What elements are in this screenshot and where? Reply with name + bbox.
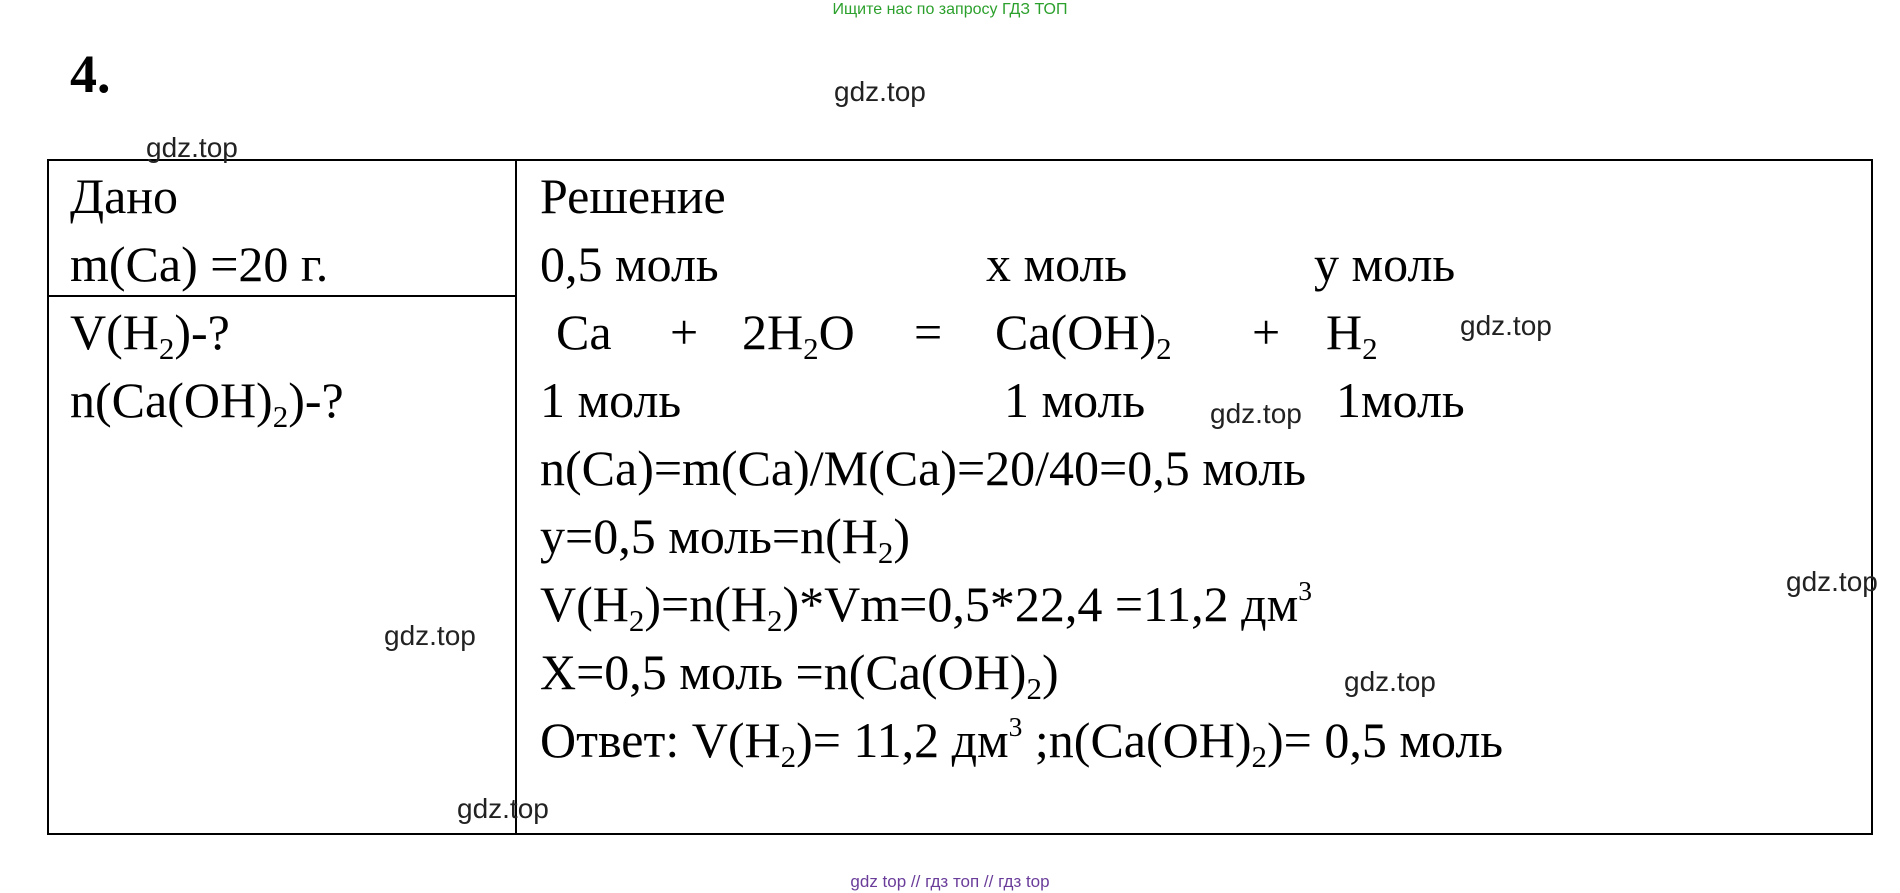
solution-header: Решение [540,168,726,224]
calc-amount-ca: n(Ca)=m(Ca)/M(Ca)=20/40=0,5 моль [540,440,1306,496]
coef-caoh2: 1 моль [1004,372,1146,428]
eq-equals: = [914,304,943,360]
given-mass: m(Ca) =20 г. [70,236,329,292]
eq-plus-1: + [670,304,699,360]
eq-plus-2: + [1252,304,1281,360]
footer-tagline: gdz top // гдз топ // гдз top [850,872,1050,891]
watermark: gdz.top [457,793,549,824]
watermark: gdz.top [384,620,476,651]
find-volume-h2: V(H2)-? [70,304,230,366]
watermark: gdz.top [1210,398,1302,429]
eq-calcium: Ca [556,304,612,360]
eq-water: 2H2O [742,304,855,366]
given-find-divider [47,295,516,297]
table-column-divider [515,159,517,835]
watermark: gdz.top [1460,310,1552,341]
answer-line: Ответ: V(H2)= 11,2 $дм^3$ ;n(Ca(OH)2)= 0,5 моль [540,710,1504,774]
watermark: gdz.top [834,76,926,107]
search-banner: Ищите нас по запросу ГДЗ ТОП [832,1,1068,18]
watermark: gdz.top [146,132,238,163]
watermark: gdz.top [1344,666,1436,697]
calc-x: X=0,5 моль =n(Ca(OH)2) [540,644,1059,706]
eq-calcium-hydroxide: Ca(OH)2 [995,304,1172,366]
coef-h2: 1моль [1336,372,1465,428]
find-amount-caoh2: n(Ca(OH)2)-? [70,372,344,434]
watermark: gdz.top [1786,566,1878,597]
coef-ca: 1 моль [540,372,682,428]
eq-hydrogen: H2 [1326,304,1378,366]
calc-y: y=0,5 моль=n(H2) [540,508,911,570]
moles-ca-given: 0,5 моль [540,236,719,292]
moles-y: y моль [1314,236,1456,292]
problem-number: 4. [70,44,111,104]
moles-x: x моль [986,236,1128,292]
given-header: Дано [70,168,179,224]
calc-volume-h2: V(H2)=n(H2)*Vm=0,5*22,4 =11,2 $дм^3$ [540,574,1313,638]
